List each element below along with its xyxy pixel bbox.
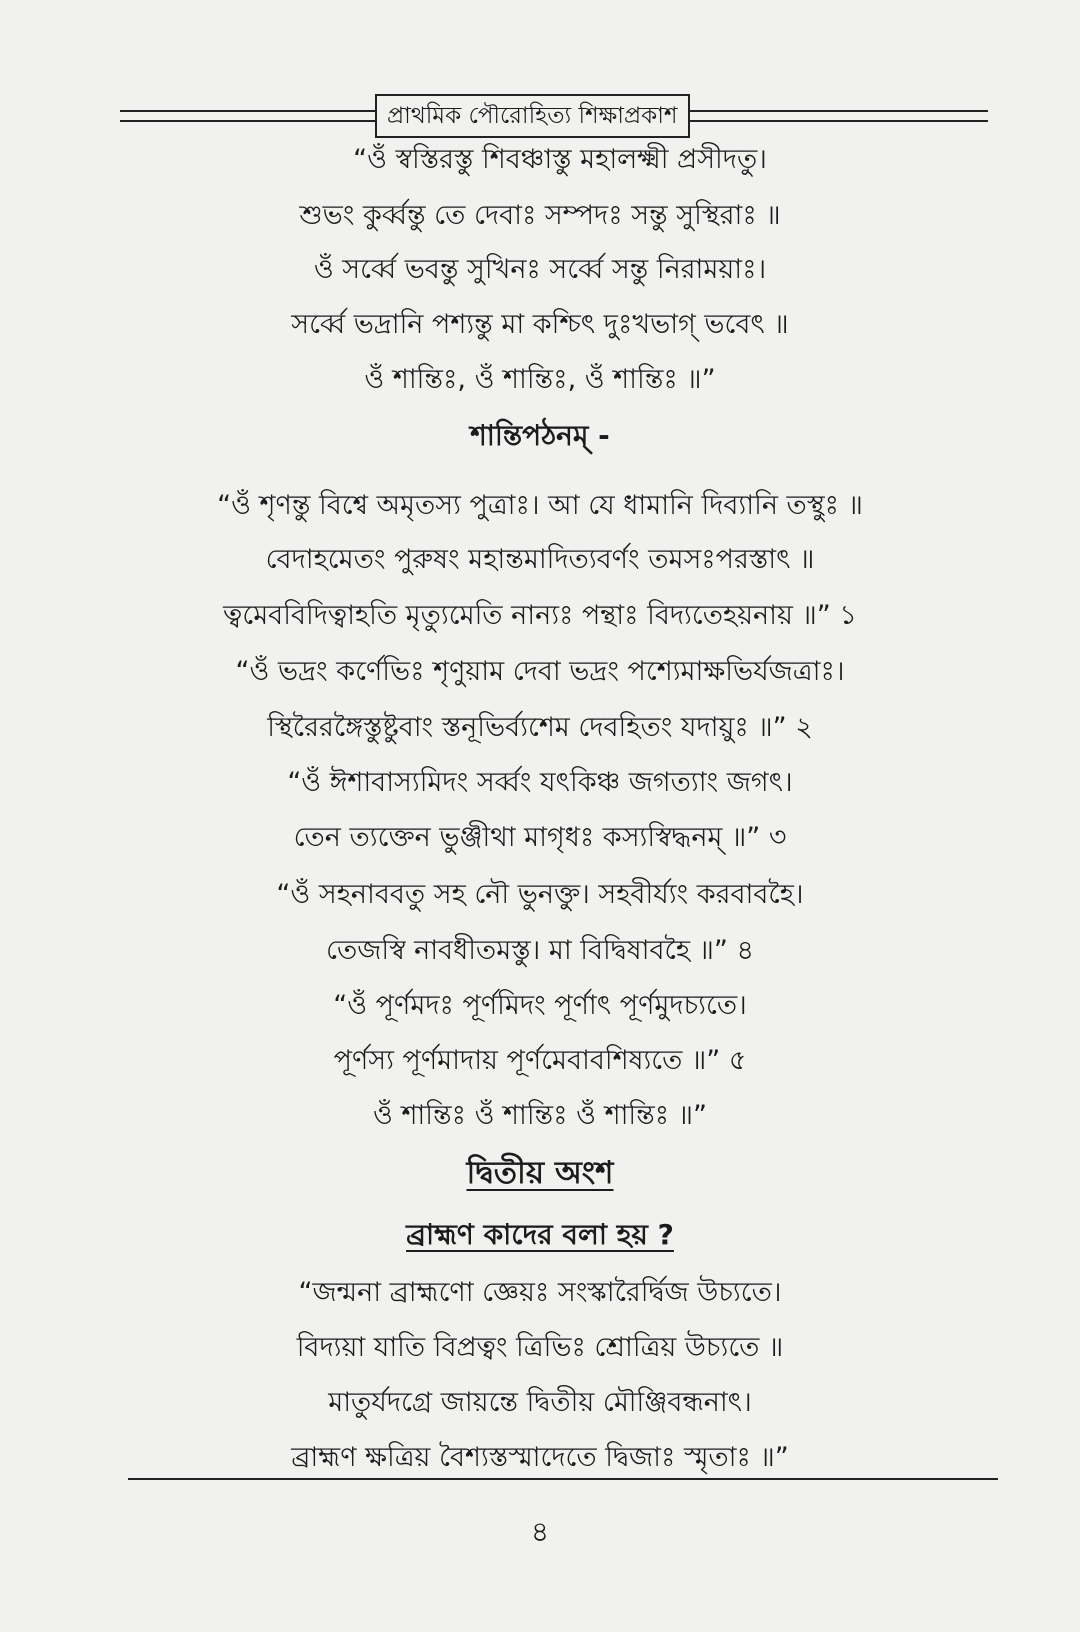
sub-heading-text: ব্রাহ্মণ কাদের বলা হয় ?	[406, 1218, 674, 1251]
verse-line: মাতুর্যদগ্রে জায়ন্তে দ্বিতীয় মৌঞ্জিবন্ধনাৎ।	[328, 1387, 752, 1418]
verse-line: বেদাহমেতং পুরুষং মহান্তমাদিত্যবর্ণং তমসঃপরস্তাৎ ॥	[265, 544, 815, 575]
verse-line: ব্রাহ্মণ ক্ষত্রিয় বৈশ্যস্তস্মাদেতে দ্বিজাঃ স্মৃতাঃ ॥”	[291, 1442, 789, 1473]
verse-line: “ওঁ ঈশাবাস্যমিদং সর্ব্বং যৎকিঞ্চ জগত্যাং জগৎ।	[287, 767, 793, 798]
verse-line: “ওঁ শৃণন্তু বিশ্বে অমৃতস্য পুত্রাঃ। আ যে ধামানি দিব্যানি তস্থুঃ ॥	[217, 490, 863, 521]
verse-line: “ওঁ ভদ্রং কর্ণেভিঃ শৃণুয়াম দেবা ভদ্রং পশ্যেমাক্ষভির্যজত্রাঃ।	[235, 656, 845, 687]
section-heading-shantipathanam: শান্তিপঠনম্ -	[470, 419, 610, 452]
verse-line: ত্বমেববিদিত্বাহতি মৃত্যুমেতি নান্যঃ পন্থাঃ বিদ্যতেহয়নায় ॥” ১	[223, 600, 857, 631]
section-title-text: দ্বিতীয় অংশ	[466, 1155, 614, 1191]
verse-line: তেজস্বি নাবধীতমস্তু। মা বিদ্বিষাবহৈ ॥” ৪	[326, 935, 754, 966]
verse-line: “ওঁ পূর্ণমদঃ পূর্ণমিদং পূর্ণাৎ পূর্ণমুদচ্যতে।	[333, 990, 747, 1021]
verse-line: “ওঁ স্বস্তিরস্তু শিবঞ্চাস্তু মহালক্ষ্মী প্রসীদতু।	[353, 144, 767, 175]
page-number: ৪	[530, 1515, 550, 1548]
verse-line: সর্ব্বে ভদ্রানি পশ্যন্তু মা কশ্চিৎ দুঃখভাগ্ ভবেৎ ॥	[291, 309, 789, 340]
verse-line: শুভং কুর্ব্বন্তু তে দেবাঃ সম্পদঃ সন্তু সুস্থিরাঃ ॥	[299, 200, 781, 231]
verse-line: ওঁ শান্তিঃ ওঁ শান্তিঃ ওঁ শান্তিঃ ॥”	[373, 1100, 707, 1131]
verse-line: ওঁ সর্ব্বে ভবন্তু সুখিনঃ সর্ব্বে সন্তু নিরাময়াঃ।	[313, 254, 767, 285]
verse-line: বিদ্যয়া যাতি বিপ্রত্বং ত্রিভিঃ শ্রোত্রিয় উচ্যতে ॥	[296, 1332, 784, 1363]
section-title	[0, 1155, 1080, 1191]
verse-line: তেন ত্যক্তেন ভুঞ্জীথা মাগৃধঃ কস্যস্বিদ্ধনম্ ॥” ৩	[293, 822, 787, 853]
footer-rule	[128, 1478, 998, 1480]
header-title: প্রাথমিক পৌরোহিত্য শিক্ষাপ্রকাশ	[375, 94, 690, 138]
verse-line: পূর্ণস্য পূর্ণমাদায় পূর্ণমেবাবশিষ্যতে ॥” ৫	[333, 1045, 747, 1076]
sub-heading	[0, 1217, 1080, 1253]
verse-line: ওঁ শান্তিঃ, ওঁ শান্তিঃ, ওঁ শান্তিঃ ॥”	[364, 364, 716, 395]
running-header	[120, 92, 988, 142]
verse-line: স্থিরৈরঙ্গৈস্তুষ্টুবাং স্তনূভির্ব্যশেম দেবহিতং যদায়ুঃ ॥” ২	[267, 712, 813, 743]
verse-line: “ওঁ সহনাববতু সহ নৌ ভুনক্তু। সহবীর্য্যং করবাবহৈ।	[276, 879, 804, 910]
verse-line: “জন্মনা ব্রাহ্মণো জ্ঞেয়ঃ সংস্কারৈর্দ্বিজ উচ্যতে।	[298, 1277, 782, 1308]
